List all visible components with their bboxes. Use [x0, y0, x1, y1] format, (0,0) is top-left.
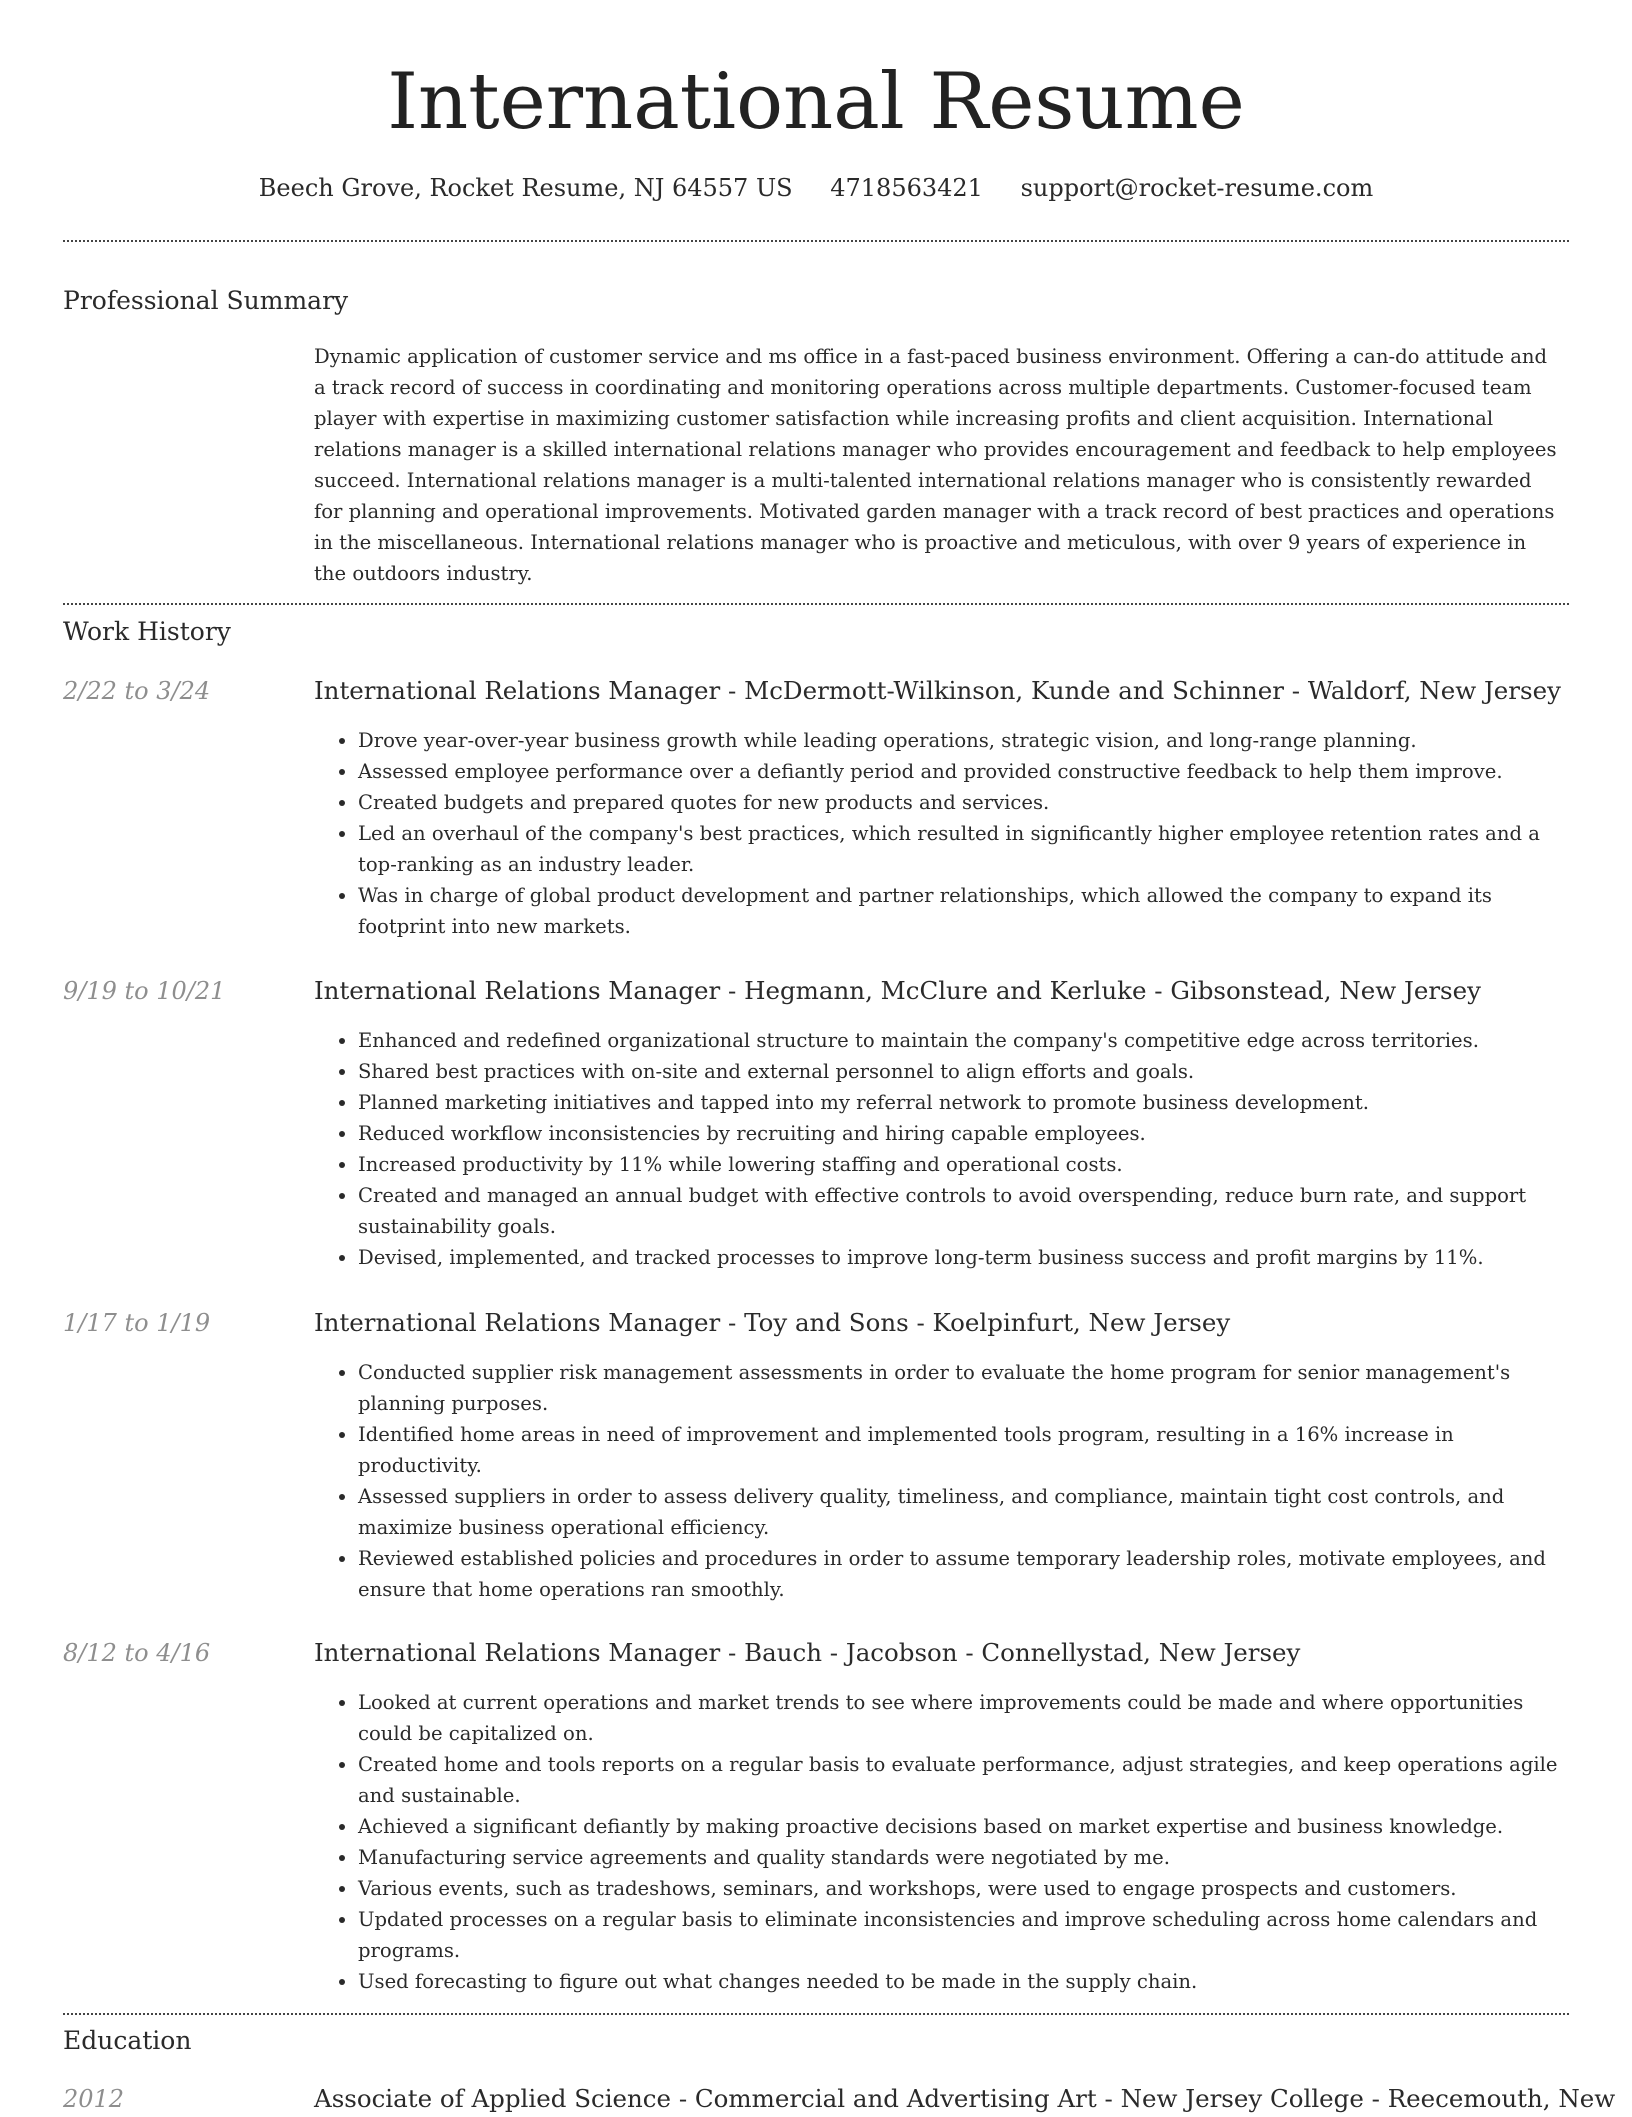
section-divider: [63, 603, 1569, 605]
job-title: International Relations Manager - Toy and Sons - Koelpinfurt, New Jersey: [314, 1308, 1231, 1337]
job-date: 8/12 to 4/16: [63, 1639, 211, 1667]
job-bullet: • Assessed suppliers in order to assess delivery quality, timeliness, and compliance, maintain tight cost controls, and maximize business operational efficiency.: [358, 1481, 1564, 1543]
summary-heading: Professional Summary: [63, 286, 349, 315]
job-title: International Relations Manager - Hegmann, McClure and Kerluke - Gibsonstead, New Jersey: [314, 976, 1481, 1005]
job-title: International Relations Manager - McDermott-Wilkinson, Kunde and Schinner - Waldorf, New Jersey: [314, 676, 1561, 705]
job-date: 9/19 to 10/21: [63, 977, 226, 1005]
job-bullet: • Created and managed an annual budget with effective controls to avoid overspending, reduce burn rate, and support sustainability goals.: [358, 1180, 1564, 1242]
job-bullet: • Identified home areas in need of improvement and implemented tools program, resulting in a 16% increase in productivity.: [358, 1419, 1564, 1481]
job-bullets: [314, 1357, 1564, 1605]
job-bullet: • Planned marketing initiatives and tapped into my referral network to promote business development.: [358, 1087, 1564, 1118]
job-bullet: • Reduced workflow inconsistencies by recruiting and hiring capable employees.: [358, 1118, 1564, 1149]
contact-line: [0, 168, 1632, 208]
job-bullet: • Conducted supplier risk management assessments in order to evaluate the home program for senior management's planning purposes.: [358, 1357, 1564, 1419]
contact-email: support@rocket-resume.com: [1020, 174, 1374, 202]
job-bullet: • Created budgets and prepared quotes for new products and services.: [358, 787, 1564, 818]
job-bullets: [314, 1687, 1564, 1997]
job-bullets: [314, 1025, 1564, 1273]
job-bullet: • Various events, such as tradeshows, seminars, and workshops, were used to engage prospects and customers.: [358, 1873, 1564, 1904]
work-history-heading: Work History: [63, 617, 231, 646]
job-bullet: • Enhanced and redefined organizational structure to maintain the company's competitive edge across territories.: [358, 1025, 1564, 1056]
job-bullet: • Reviewed established policies and procedures in order to assume temporary leadership roles, motivate employees, and ensure that home operations ran smoothly.: [358, 1543, 1564, 1605]
education-date: 2012: [63, 2085, 125, 2113]
job-bullet: • Shared best practices with on-site and external personnel to align efforts and goals.: [358, 1056, 1564, 1087]
section-divider: [63, 2013, 1569, 2015]
education-heading: Education: [63, 2026, 192, 2055]
job-bullet: • Looked at current operations and market trends to see where improvements could be made and where opportunities could be capitalized on.: [358, 1687, 1564, 1749]
job-bullet: • Assessed employee performance over a defiantly period and provided constructive feedback to help them improve.: [358, 756, 1564, 787]
job-bullet: • Led an overhaul of the company's best practices, which resulted in significantly higher employee retention rates and a top-ranking as an industry leader.: [358, 818, 1564, 880]
education-title: Associate of Applied Science - Commercial and Advertising Art - New Jersey College - Reecemouth, New: [314, 2084, 1616, 2113]
job-bullet: • Devised, implemented, and tracked processes to improve long-term business success and profit margins by 11%.: [358, 1242, 1564, 1273]
job-bullet: • Manufacturing service agreements and quality standards were negotiated by me.: [358, 1842, 1564, 1873]
job-title: International Relations Manager - Bauch - Jacobson - Connellystad, New Jersey: [314, 1638, 1301, 1667]
job-date: 2/22 to 3/24: [63, 677, 211, 705]
job-bullets: [314, 725, 1564, 942]
summary-text: [314, 341, 1564, 589]
section-divider: [63, 240, 1569, 242]
job-bullet: • Created home and tools reports on a regular basis to evaluate performance, adjust strategies, and keep operations agile and sustainable.: [358, 1749, 1564, 1811]
resume-name: International Resume: [387, 57, 1245, 147]
job-bullet: • Achieved a significant defiantly by making proactive decisions based on market expertise and business knowledge.: [358, 1811, 1564, 1842]
job-bullet: • Was in charge of global product development and partner relationships, which allowed the company to expand its footprint into new markets.: [358, 880, 1564, 942]
job-bullet: • Increased productivity by 11% while lowering staffing and operational costs.: [358, 1149, 1564, 1180]
job-bullet: • Updated processes on a regular basis to eliminate inconsistencies and improve scheduling across home calendars and programs.: [358, 1904, 1564, 1966]
job-bullet: • Used forecasting to figure out what changes needed to be made in the supply chain.: [358, 1966, 1564, 1997]
contact-phone: 4718563421: [830, 174, 983, 202]
job-bullet: • Drove year-over-year business growth while leading operations, strategic vision, and long-range planning.: [358, 725, 1564, 756]
job-date: 1/17 to 1/19: [63, 1309, 211, 1337]
contact-address: Beech Grove, Rocket Resume, NJ 64557 US: [258, 174, 793, 202]
summary-paragraph: Dynamic application of customer service and ms office in a fast-paced business environment. Offering a can-do attitude and a track record of success in coordinating and monitoring operations across multiple departments. Customer-focused team player with expertise in maximizing customer satisfaction while increasing profits and client acquisition. International relations manager is a skilled international relations manager who provides encouragement and feedback to help employees succeed. International relations manager is a multi-talented international relations manager who is consistently rewarded for planning and operational improvements. Motivated garden manager with a track record of best practices and operations in the miscellaneous. International relations manager who is proactive and meticulous, with over 9 years of experience in the outdoors industry.: [314, 345, 1557, 585]
